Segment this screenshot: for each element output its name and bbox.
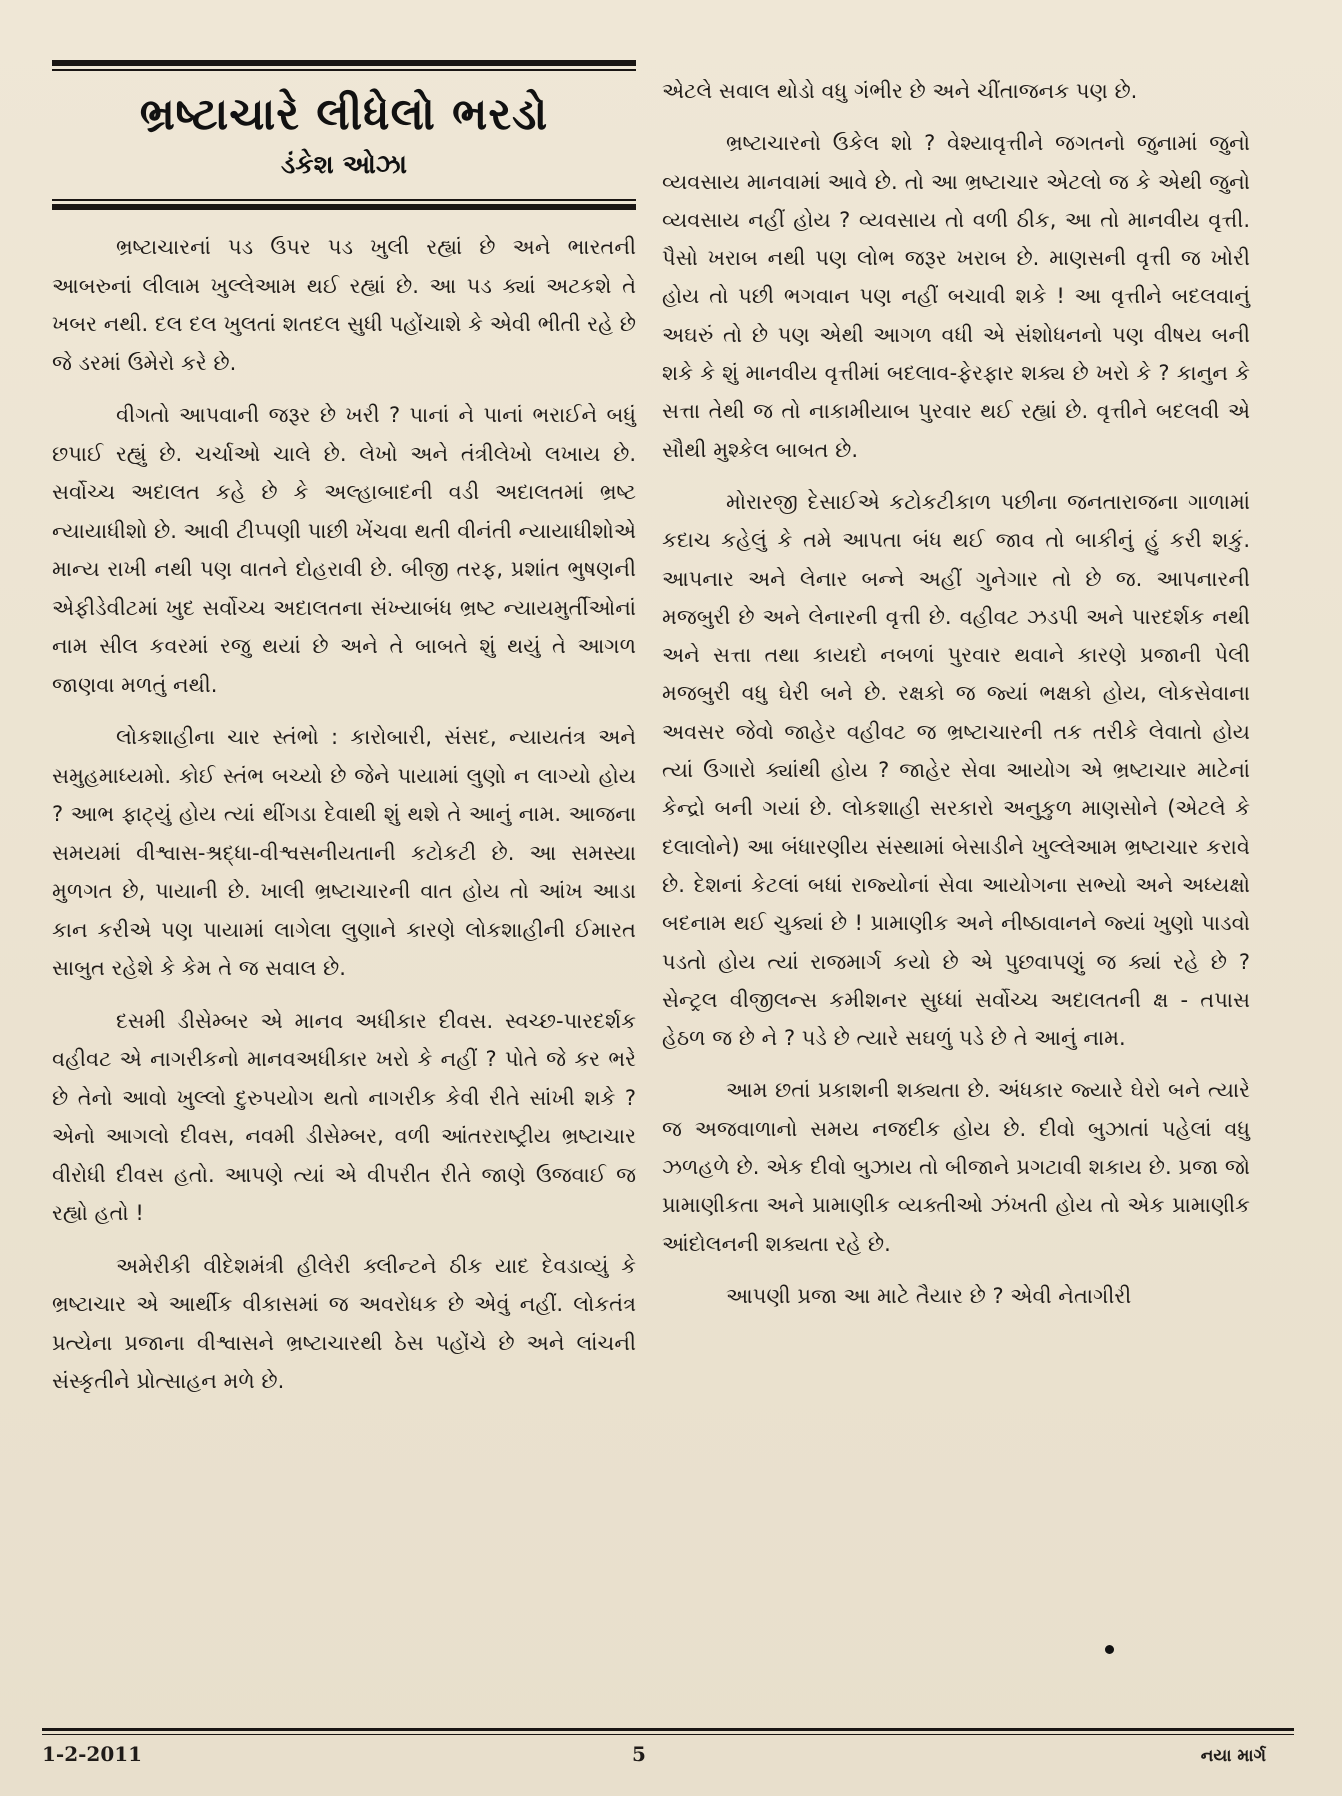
right-column [662,72,1250,1329]
page-number: 5 [632,1742,646,1766]
paragraph: અમેરીકી વીદેશમંત્રી હીલેરી ક્લીન્ટને ઠીક યાદ દેવડાવ્યું કે ભ્રષ્ટાચાર એ આર્થીક વીકાસમાં જ અવરોધક છે એવું નહીં. લોકતંત્ર પ્રત્યેના પ્રજાના વીશ્વાસને ભ્રષ્ટાચારથી ઠેસ પહોંચે છે અને લાંચની સંસ્કૃતીને પ્રોત્સાહન મળે છે. [52,1253,636,1393]
paragraph: દસમી ડીસેમ્બર એ માનવ અધીકાર દીવસ. સ્વચ્છ-પારદર્શક વહીવટ એ નાગરીકનો માનવઅધીકાર ખરો કે નહીં ? પોતે જે કર ભરે છે તેનો આવો ખુલ્લો દુરુપયોગ થતો નાગરીક કેવી રીતે સાંખી શકે ? એનો આગલો દીવસ, નવમી ડીસેમ્બર, વળી આંતરરાષ્ટ્રીય ભ્રષ્ટાચાર વીરોધી દીવસ હતો. આપણે ત્યાં એ વીપરીત રીતે જાણે ઉજવાઈ જ રહ્યો હતો ! [52,1008,636,1225]
title-rule-top [52,60,636,66]
paragraph: ભ્રષ્ટાચારનાં પડ ઉપર પડ ખુલી રહ્યાં છે અને ભારતની આબરુનાં લીલામ ખુલ્લેઆમ થઈ રહ્યાં છે. આ પડ ક્યાં અટકશે તે ખબર નથી. દલ દલ ખુલતાં શતદલ સુધી પહોંચાશે કે એવી ભીતી રહે છે જે ડરમાં ઉમેરો કરે છે. [52,235,636,375]
paragraph: મોરારજી દેસાઈએ કટોકટીકાળ પછીના જનતારાજના ગાળામાં કદાચ કહેલું કે તમે આપતા બંધ થઈ જાવ તો બાકીનું હું કરી શકું. આપનાર અને લેનાર બન્ને અહીં ગુનેગાર તો છે જ. આપનારની મજબુરી છે અને લેનારની વૃત્તી છે. વહીવટ ઝડપી અને પારદર્શક નથી અને સત્તા તથા કાયદો નબળાં પુરવાર થવાને કારણે પ્રજાની પેલી મજબુરી વધુ ઘેરી બને છે. રક્ષકો જ જ્યાં ભક્ષકો હોય, લોકસેવાના અવસર જેવો જાહેર વહીવટ જ ભ્રષ્ટાચારની તક તરીકે લેવાતો હોય ત્યાં ઉગારો ક્યાંથી હોય ? જાહેર સેવા આયોગ એ ભ્રષ્ટાચાર માટેનાં કેન્દ્રો બની ગયાં છે. લોકશાહી સરકારો અનુકુળ માણસોને (એટલે કે દલાલોને) આ બંધારણીય સંસ્થામાં બેસાડીને ખુલ્લેઆમ ભ્રષ્ટાચાર કરાવે છે. દેશનાં કેટલાં બધાં રાજ્યોનાં સેવા આયોગના સભ્યો અને અધ્યક્ષો બદનામ થઈ ચુક્યાં છે ! પ્રામાણીક અને નીષ્ઠાવાનને જ્યાં ખુણો પાડવો પડતો હોય ત્યાં રાજમાર્ગ કયો છે એ પુછવાપણું જ ક્યાં રહે છે ? સેન્ટ્રલ વીજીલન્સ કમીશનર સુધ્ધાં સર્વોચ્ચ અદાલતની ક્ષ - તપાસ હેઠળ જ છે ને ? પડે છે ત્યારે સઘળું પડે છે તે આનું નામ. [662,489,1250,1051]
left-column [52,60,636,1415]
article-author: ડંકેશ ઓઝા [281,150,407,180]
paragraph-continued: એટલે સવાલ થોડો વધુ ગંભીર છે અને ચીંતાજનક પણ છે. [662,79,1138,103]
footer-rule-thin [42,1734,1294,1735]
paragraph: ભ્રષ્ટાચારનો ઉકેલ શો ? વેશ્યાવૃત્તીને જગતનો જુનામાં જુનો વ્યવસાય માનવામાં આવે છે. તો આ ભ્રષ્ટાચાર એટલો જ કે એથી જુનો વ્યવસાય નહીં હોય ? વ્યવસાય તો વળી ઠીક, આ તો માનવીય વૃત્તી. પૈસો ખરાબ નથી પણ લોભ જરૂર ખરાબ છે. માણસની વૃત્તી જ ખોરી હોય તો પછી ભગવાન પણ નહીં બચાવી શકે ! આ વૃત્તીને બદલવાનું અઘરું તો છે પણ એથી આગળ વધી એ સંશોધનનો પણ વીષય બની શકે કે શું માનવીય વૃત્તીમાં બદલાવ-ફેરફાર શક્ય છે ખરો કે ? કાનુન કે સત્તા તેથી જ તો નાકામીયાબ પુરવાર થઈ રહ્યાં છે. વૃત્તીને બદલવી એ સૌથી મુશ્કેલ બાબત છે. [662,131,1250,462]
paragraph: આપણી પ્રજા આ માટે તૈયાર છે ? એવી નેતાગીરી [726,1283,1132,1308]
paragraph: આમ છતાં પ્રકાશની શક્યતા છે. અંધકાર જ્યારે ઘેરો બને ત્યારે જ અજવાળાનો સમય નજદીક હોય છે. દીવો બુઝાતાં પહેલાં વધુ ઝળહળે છે. એક દીવો બુઝાય તો બીજાને પ્રગટાવી શકાય છે. પ્રજા જો પ્રામાણીકતા અને પ્રામાણીક વ્યક્તીઓ ઝંખતી હોય તો એક પ્રામાણીક આંદોલનની શક્યતા રહે છે. [662,1078,1250,1256]
issue-date: 1-2-2011 [42,1742,143,1766]
magazine-name: નયા માર્ગ [1200,1746,1266,1766]
title-rule-bottom-thin [52,199,636,201]
section-bullet [1105,1645,1114,1654]
paragraph: વીગતો આપવાની જરૂર છે ખરી ? પાનાં ને પાનાં ભરાઈને બધું છપાઈ રહ્યું છે. ચર્ચાઓ ચાલે છે. લેખો અને તંત્રીલેખો લખાય છે. સર્વોચ્ચ અદાલત કહે છે કે અલ્હાબાદની વડી અદાલતમાં ભ્રષ્ટ ન્યાયાધીશો છે. આવી ટીપ્પણી પાછી ખેંચવા થતી વીનંતી ન્યાયાધીશોએ માન્ય રાખી નથી પણ વાતને દોહરાવી છે. બીજી તરફ, પ્રશાંત ભુષણની એફીડેવીટમાં ખુદ સર્વોચ્ચ અદાલતના સંખ્યાબંધ ભ્રષ્ટ ન્યાયમુર્તીઓનાં નામ સીલ કવરમાં રજુ થયાં છે અને તે બાબતે શું થયું તે આગળ જાણવા મળતું નથી. [52,403,636,697]
title-rule-bottom [52,204,636,210]
title-rule-top-thin [52,69,636,71]
footer-rule [42,1728,1294,1731]
paragraph: લોકશાહીના ચાર સ્તંભો : કારોબારી, સંસદ, ન્યાયતંત્ર અને સમુહમાધ્યમો. કોઈ સ્તંભ બચ્યો છે જેને પાયામાં લુણો ન લાગ્યો હોય ? આભ ફાટ્યું હોય ત્યાં થીંગડા દેવાથી શું થશે તે આનું નામ. આજના સમયમાં વીશ્વાસ-શ્રદ્ધા-વીશ્વસનીયતાની કટોકટી છે. આ સમસ્યા મુળગત છે, પાયાની છે. ખાલી ભ્રષ્ટાચારની વાત હોય તો આંખ આડા કાન કરીએ પણ પાયામાં લાગેલા લુણાને કારણે લોકશાહીની ઈમારત સાબુત રહેશે કે કેમ તે જ સવાલ છે. [52,725,636,980]
article-title: ભ્રષ્ટાચારે લીધેલો ભરડો [139,89,549,140]
page-footer [42,1742,1294,1772]
